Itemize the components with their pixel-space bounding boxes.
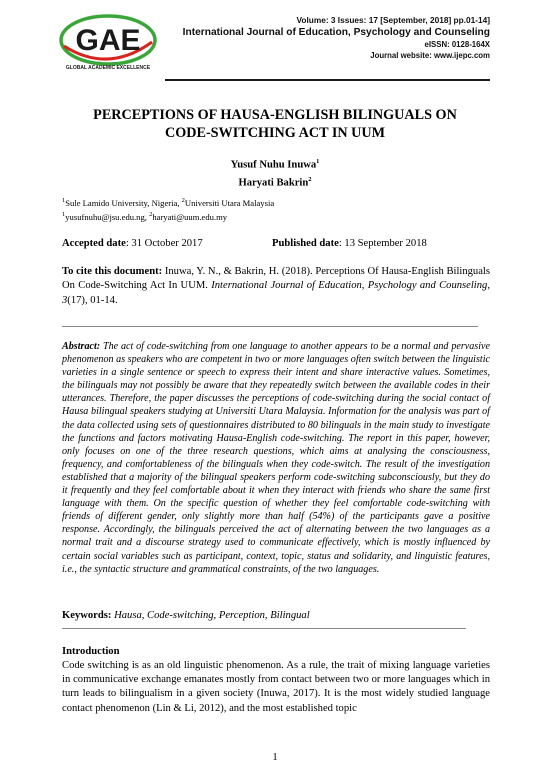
citation-volume: 3 (62, 294, 68, 306)
abstract-text: The act of code-switching from one language to another appears to be a normal and pervasive phenomenon as speakers who are competent in two or more languages often switch between the linguistic varieties in a single sentence or speech to express their intent and share interactive values. Sometimes, the bilinguals may not possibly be aware that they repeatedly switch between the available codes in their utterances. Therefore, the paper discusses the perceptions of code-switching during the social contact of Hausa bilingual speakers studying at Universiti Utara Malaysia. Information for the analysis was part of the data collected using sets of questionnaires distributed to 80 bilinguals in the main study to investigate the functions and factors motivating Hausa-English code-switching. The report in this paper, however, only focuses on one of the three research questions, which aims at analysing the consciousness, frequency, and comfortableness of the bilinguals when they code-switch. The result of the investigation established that a majority of the bilingual speakers perform code-switching subconsciously, but they do it frequently and they feel comfortable about it when they interact with friends who share the same first language with them. On the specific question of whether they feel comfortable code-switching with friends of different gender, only slightly more than half (54%) of the participants gave a positive response. Accordingly, the bilinguals perceived the act of alternating between the two languages as a normal trait and a discourse strategy used to communicate effectively, which is mostly influenced by certain social variables such as participant, context, topic, status and solidarity, and linguistic features, i.e., the syntactic structure and grammatical constraints, of the two languages. (62, 341, 490, 575)
email-sup: 1 (62, 210, 66, 218)
introduction-text: Code switching is as an old linguistic phenomenon. As a rule, the trait of mixing language varieties in communicative exchange emanates mostly from contact between two or more languages which in turn leads to bilingualism in a given society (Inuwa, 2017). It is the most widely studied language contact phenomenon (Lin & Li, 2012), and the most established topic (62, 660, 490, 714)
email-line (62, 209, 274, 223)
paper-title (60, 106, 490, 142)
gae-logo (58, 12, 158, 74)
author-2 (60, 173, 490, 191)
accepted-date (62, 237, 203, 251)
aff-sup: 1 (62, 197, 66, 204)
affiliations (62, 195, 274, 223)
author-2-sup: 2 (308, 175, 312, 183)
divider (62, 628, 466, 629)
header-rule (165, 79, 490, 81)
keywords-label: Keywords: (62, 610, 112, 621)
aff-sup: 2 (181, 197, 185, 204)
abstract-label: Abstract: (62, 341, 101, 352)
page-number: 1 (272, 752, 278, 763)
author-1-name: Yusuf Nuhu Inuwa (230, 159, 317, 171)
author-list (60, 155, 490, 190)
divider (62, 326, 478, 327)
affiliation-line (62, 195, 274, 209)
journal-name: International Journal of Education, Psychology and Counseling (182, 27, 490, 38)
author-2-name: Haryati Bakrin (238, 177, 309, 189)
citation-sep: , (487, 280, 490, 292)
citation-label: To cite this document: (62, 266, 163, 277)
title-line-1: PERCEPTIONS OF HAUSA-ENGLISH BILINGUALS ON (93, 107, 457, 123)
aff-text: Sule Lamido University, Nigeria, (65, 197, 182, 208)
citation-journal: International Journal of Education, Psychology and Counseling (211, 280, 488, 292)
email-sup: 2 (149, 210, 153, 218)
accepted-value: : 31 October 2017 (125, 238, 203, 249)
author-1 (60, 155, 490, 173)
accepted-label: Accepted date (62, 238, 126, 249)
eissn: eISSN: 0128-164X (424, 40, 490, 49)
citation-issue-pages: (17), 01-14. (67, 294, 118, 306)
author-1-sup: 1 (316, 158, 320, 165)
introduction-heading: Introduction (62, 646, 120, 657)
journal-header (58, 12, 490, 74)
aff-text: Universiti Utara Malaysia (184, 197, 275, 208)
citation (62, 265, 490, 308)
journal-website: Journal website: www.ijepc.com (370, 51, 490, 60)
email-text: haryati@uum.edu.my (152, 211, 228, 222)
published-value: : 13 September 2018 (338, 238, 427, 249)
keywords-text: Hausa, Code-switching, Perception, Bilingual (111, 610, 310, 621)
published-label: Published date (272, 238, 339, 249)
logo-subtext: GLOBAL ACADEMIC EXCELLENCE (65, 65, 151, 71)
email-text: yusufnuhu@jsu.edu.ng, (65, 211, 150, 222)
citation-text: Inuwa, Y. N., & Bakrin, H. (2018). Perceptions Of Hausa-English Bilinguals On Code-Switching Act In UUM. (62, 266, 491, 292)
title-line-2: CODE-SWITCHING ACT IN UUM (164, 125, 386, 141)
logo-text: GAE (75, 24, 141, 57)
published-date (272, 237, 427, 251)
volume-line: Volume: 3 Issues: 17 [September, 2018] pp.01-14] (296, 15, 490, 25)
journal-info (183, 15, 490, 61)
abstract (62, 340, 490, 576)
keywords (62, 609, 490, 623)
